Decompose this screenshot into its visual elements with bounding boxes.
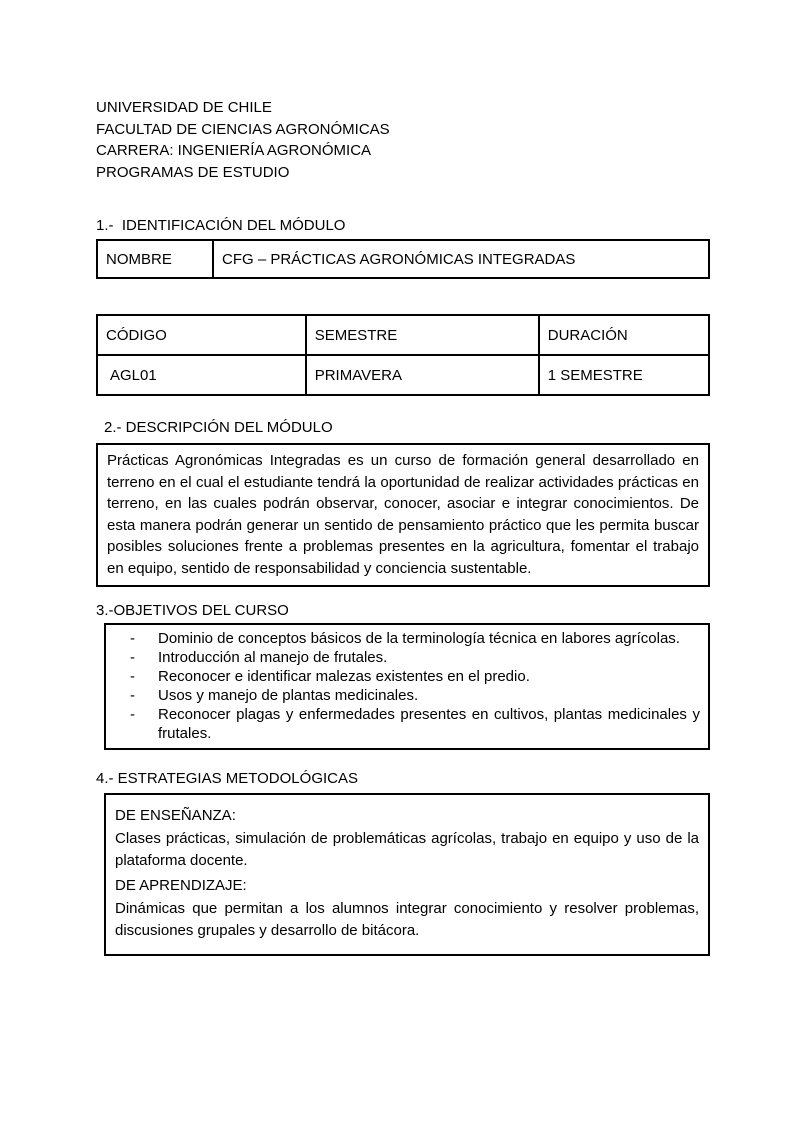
codigo-value: AGL01	[97, 355, 306, 395]
objective-text: Usos y manejo de plantas medicinales.	[158, 687, 419, 704]
module-name-value: CFG – PRÁCTICAS AGRONÓMICAS INTEGRADAS	[213, 240, 709, 278]
module-name-label: NOMBRE	[97, 240, 213, 278]
strategies-box	[104, 793, 710, 956]
teaching-text: Clases prácticas, simulación de problemáticas agrícolas, trabajo en equipo y uso de la plataforma docente.	[115, 830, 699, 869]
program-type: PROGRAMAS DE ESTUDIO	[96, 163, 290, 181]
duracion-value: 1 SEMESTRE	[539, 355, 709, 395]
module-description-text: Prácticas Agronómicas Integradas es un curso de formación general desarrollado en terreno en el cual el estudiante tendrá la oportunidad de realizar actividades prácticas en terreno, en las cuales podrán observar, conocer, asociar e integrar conocimientos. De esta manera podrán generar un sentido de pensamiento práctico que les permita buscar posibles soluciones frente a problemas presentes en la agricultura, fomentar el trabajo en equipo, sentido de responsabilidad y conciencia sustentable.	[107, 452, 699, 577]
university-name: UNIVERSIDAD DE CHILE	[96, 99, 272, 116]
objective-text: Dominio de conceptos básicos de la terminología técnica en labores agrícolas.	[158, 630, 680, 647]
list-item	[130, 705, 700, 743]
list-item	[130, 667, 700, 686]
semestre-value: PRIMAVERA	[306, 355, 539, 395]
section2-title: 2.- DESCRIPCIÓN DEL MÓDULO	[104, 419, 333, 436]
semestre-header: SEMESTRE	[306, 315, 539, 355]
bullet-dash: -	[130, 630, 135, 647]
bullet-dash: -	[130, 649, 135, 666]
table-value-row	[97, 355, 709, 395]
list-item	[130, 648, 700, 667]
objective-text: Introducción al manejo de frutales.	[158, 649, 388, 666]
list-item	[130, 686, 700, 705]
list-item	[130, 629, 700, 648]
faculty-name: FACULTAD DE CIENCIAS AGRONÓMICAS	[96, 120, 390, 138]
table-header-row	[97, 315, 709, 355]
module-name-table	[96, 239, 710, 279]
section4-title: 4.- ESTRATEGIAS METODOLÓGICAS	[96, 770, 358, 787]
duracion-header: DURACIÓN	[539, 315, 709, 355]
bullet-dash: -	[130, 668, 135, 685]
learning-label: DE APRENDIZAJE:	[115, 877, 247, 894]
module-description-box	[96, 443, 710, 587]
objectives-box	[104, 623, 710, 750]
objective-text: Reconocer e identificar malezas existentes en el predio.	[158, 668, 530, 685]
table-row	[97, 240, 709, 278]
codigo-header: CÓDIGO	[97, 315, 306, 355]
section1-title: 1.- IDENTIFICACIÓN DEL MÓDULO	[96, 217, 346, 234]
document-header	[96, 97, 710, 183]
learning-text: Dinámicas que permitan a los alumnos integrar conocimiento y resolver problemas, discusiones grupales y desarrollo de bitácora.	[115, 900, 699, 939]
objective-text: Reconocer plagas y enfermedades presentes en cultivos, plantas medicinales y frutales.	[158, 706, 700, 742]
bullet-dash: -	[130, 706, 135, 723]
module-info-table	[96, 314, 710, 396]
teaching-label: DE ENSEÑANZA:	[115, 807, 236, 824]
section3-title: 3.-OBJETIVOS DEL CURSO	[96, 602, 289, 619]
bullet-dash: -	[130, 687, 135, 704]
career-name: CARRERA: INGENIERÍA AGRONÓMICA	[96, 142, 372, 159]
